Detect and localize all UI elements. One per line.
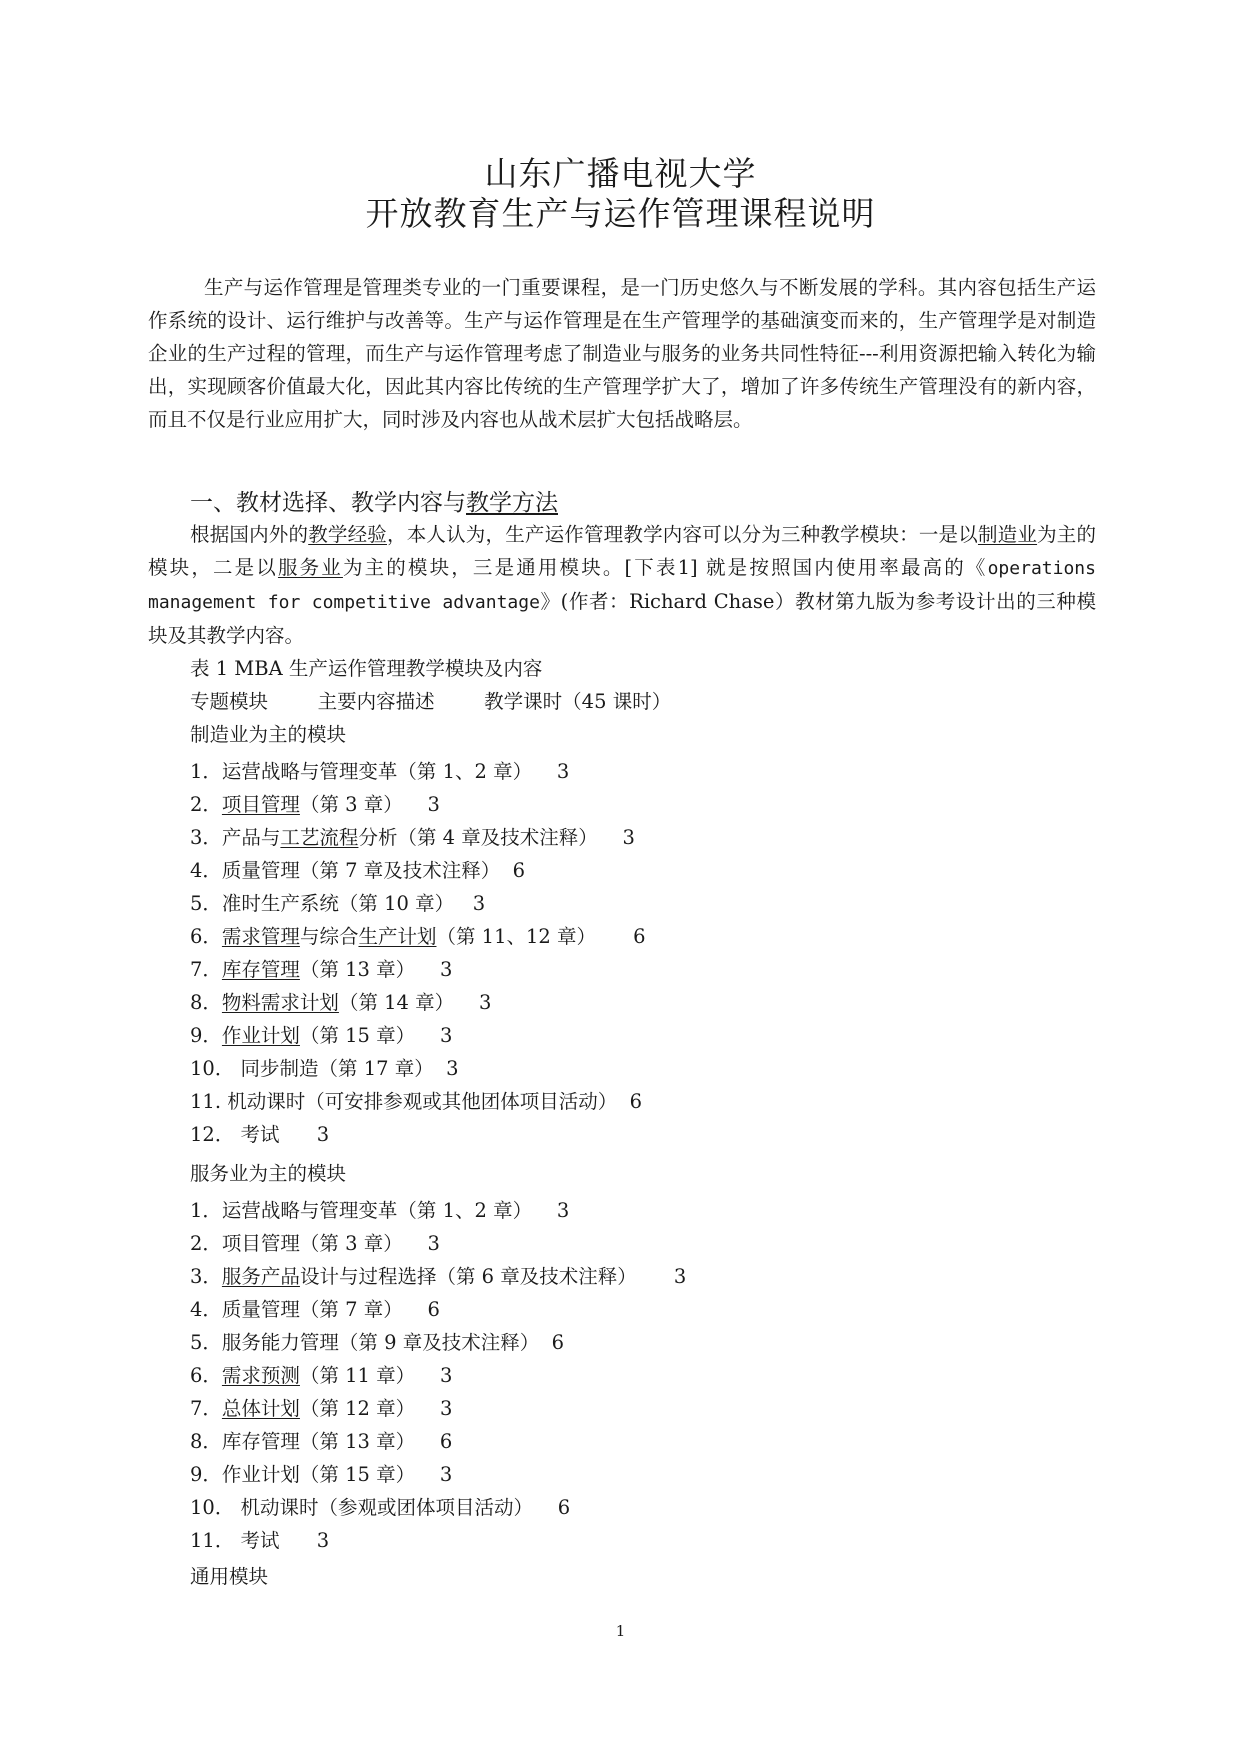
topic-link[interactable]: 库存管理 (221, 958, 300, 981)
list-item-text: 分析（第 4 章及技术注释） 3 (358, 826, 635, 849)
topic-link[interactable]: 生产计划 (358, 925, 437, 948)
list-item-text: （第 11 章） 3 (299, 1364, 453, 1387)
list-item-text: 5．服务能力管理（第 9 章及技术注释） 6 (190, 1331, 565, 1354)
list-item-text: （第 11、12 章） 6 (436, 925, 646, 948)
list-item (190, 1261, 686, 1289)
topic-link[interactable]: 服务产品 (221, 1265, 300, 1288)
section-heading-text: 一、教材选择、教学内容与 (190, 490, 466, 516)
list-item-text: 2．项目管理（第 3 章） 3 (190, 1232, 440, 1255)
list-item (190, 756, 569, 784)
list-item-text: 11. 机动课时（可安排参观或其他团体项目活动） 6 (190, 1090, 643, 1113)
topic-link[interactable]: 工艺流程 (280, 826, 359, 849)
list-item-text: 8． (190, 991, 222, 1014)
list-item (190, 921, 646, 949)
list-item-text: 3． (190, 1265, 222, 1288)
list-item-text: （第 14 章） 3 (338, 991, 492, 1014)
list-item (190, 1119, 329, 1147)
manufacturing-link[interactable]: 制造业 (977, 523, 1038, 546)
list-item-text: 4．质量管理（第 7 章及技术注释） 6 (190, 859, 526, 882)
list-item (190, 822, 635, 850)
list-item-text: 设计与过程选择（第 6 章及技术注释） 3 (299, 1265, 687, 1288)
list-item-text: （第 13 章） 3 (299, 958, 453, 981)
list-item-text: 11． 考试 3 (190, 1529, 330, 1552)
list-item-text: 2． (190, 793, 222, 816)
list-item (190, 789, 440, 817)
list-item (190, 1086, 642, 1114)
list-item (190, 1020, 452, 1048)
list-item (190, 1492, 570, 1520)
topic-link[interactable]: 物料需求计划 (221, 991, 339, 1014)
list-item-text: 8．库存管理（第 13 章） 6 (190, 1430, 453, 1453)
para-text: 为主的模块，二是以 (148, 523, 1096, 579)
list-item-text: 7． (190, 958, 222, 981)
list-item-text: 6． (190, 925, 222, 948)
book-title: operations management for competitive advantage (148, 558, 1096, 613)
intro-paragraph: 生产与运作管理是管理类专业的一门重要课程，是一门历史悠久与不断发展的学科。其内容包括生产运作系统的设计、运行维护与改善等。生产与运作管理是在生产管理学的基础演变而来的，生产管理学是对制造企业的生产过程的管理，而生产与运作管理考虑了制造业与服务的业务共同性特征---利用资源把输入转化为输出，实现顾客价值最大化，因此其内容比传统的生产管理学扩大了，增加了许多传统生产管理没有的新内容，而且不仅是行业应用扩大，同时涉及内容也从战术层扩大包括战略层。 (148, 276, 1096, 431)
list-item-text: 7． (190, 1397, 222, 1420)
list-item (190, 1294, 440, 1322)
module-title: 制造业为主的模块 (190, 723, 347, 746)
list-item-text: 9．作业计划（第 15 章） 3 (190, 1463, 453, 1486)
document-subtitle: 开放教育生产与运作管理课程说明 (365, 194, 876, 233)
list-item-text: 3．产品与 (190, 826, 281, 849)
list-item (190, 1053, 459, 1081)
table-header: 专题模块 主要内容描述 教学课时（45 课时） (190, 690, 672, 713)
teaching-method-link[interactable]: 教学方法 (466, 490, 558, 516)
list-item (190, 1393, 452, 1421)
list-item (190, 1228, 440, 1256)
list-item (190, 888, 485, 916)
list-item (190, 855, 525, 883)
list-item-text: 12． 考试 3 (190, 1123, 330, 1146)
para-text: 根据国内外的 (190, 523, 309, 546)
list-item-text: （第 15 章） 3 (299, 1024, 453, 1047)
para-text: 为主的模块，三是通用模块。[下表1] 就是按照国内使用率最高的《 (342, 556, 988, 579)
para-text: ，本人认为，生产运作管理教学内容可以分为三种教学模块：一是以 (387, 523, 978, 546)
list-item-text: （第 3 章） 3 (299, 793, 440, 816)
page-number: 1 (615, 1622, 626, 1640)
teaching-experience-link[interactable]: 教学经验 (308, 523, 387, 546)
list-item (190, 1327, 564, 1355)
list-item-text: 与综合 (299, 925, 359, 948)
topic-link[interactable]: 需求管理 (221, 925, 300, 948)
list-item-text: 6． (190, 1364, 222, 1387)
list-item-text: （第 12 章） 3 (299, 1397, 453, 1420)
section-heading (190, 484, 558, 517)
list-item-text: 10． 同步制造（第 17 章） 3 (190, 1057, 459, 1080)
list-item-text: 1．运营战略与管理变革（第 1、2 章） 3 (190, 1199, 570, 1222)
service-link[interactable]: 服务业 (277, 556, 343, 579)
list-item (190, 987, 491, 1015)
topic-link[interactable]: 作业计划 (221, 1024, 300, 1047)
list-item-text: 1．运营战略与管理变革（第 1、2 章） 3 (190, 760, 570, 783)
list-item-text: 10． 机动课时（参观或团体项目活动） 6 (190, 1496, 571, 1519)
list-item-text: 5．准时生产系统（第 10 章） 3 (190, 892, 486, 915)
para-text: 》(作者：Richard Chase）教材第九版为参考设计出的三种模块及其教学内容。 (148, 590, 1096, 647)
list-item-text: 9． (190, 1024, 222, 1047)
topic-link[interactable]: 需求预测 (221, 1364, 300, 1387)
module-title: 服务业为主的模块 (190, 1162, 347, 1185)
list-item (190, 1195, 569, 1223)
list-item (190, 1426, 452, 1454)
list-item-text: 4．质量管理（第 7 章） 6 (190, 1298, 440, 1321)
list-item (190, 1360, 452, 1388)
module-paragraph (148, 518, 1096, 652)
list-item (190, 1459, 452, 1487)
list-item (190, 954, 452, 982)
document-title: 山东广播电视大学 (484, 154, 757, 193)
topic-link[interactable]: 项目管理 (221, 793, 300, 816)
module-title: 通用模块 (190, 1565, 269, 1588)
topic-link[interactable]: 总体计划 (221, 1397, 300, 1420)
list-item (190, 1525, 329, 1553)
table-caption: 表 1 MBA 生产运作管理教学模块及内容 (190, 657, 543, 680)
